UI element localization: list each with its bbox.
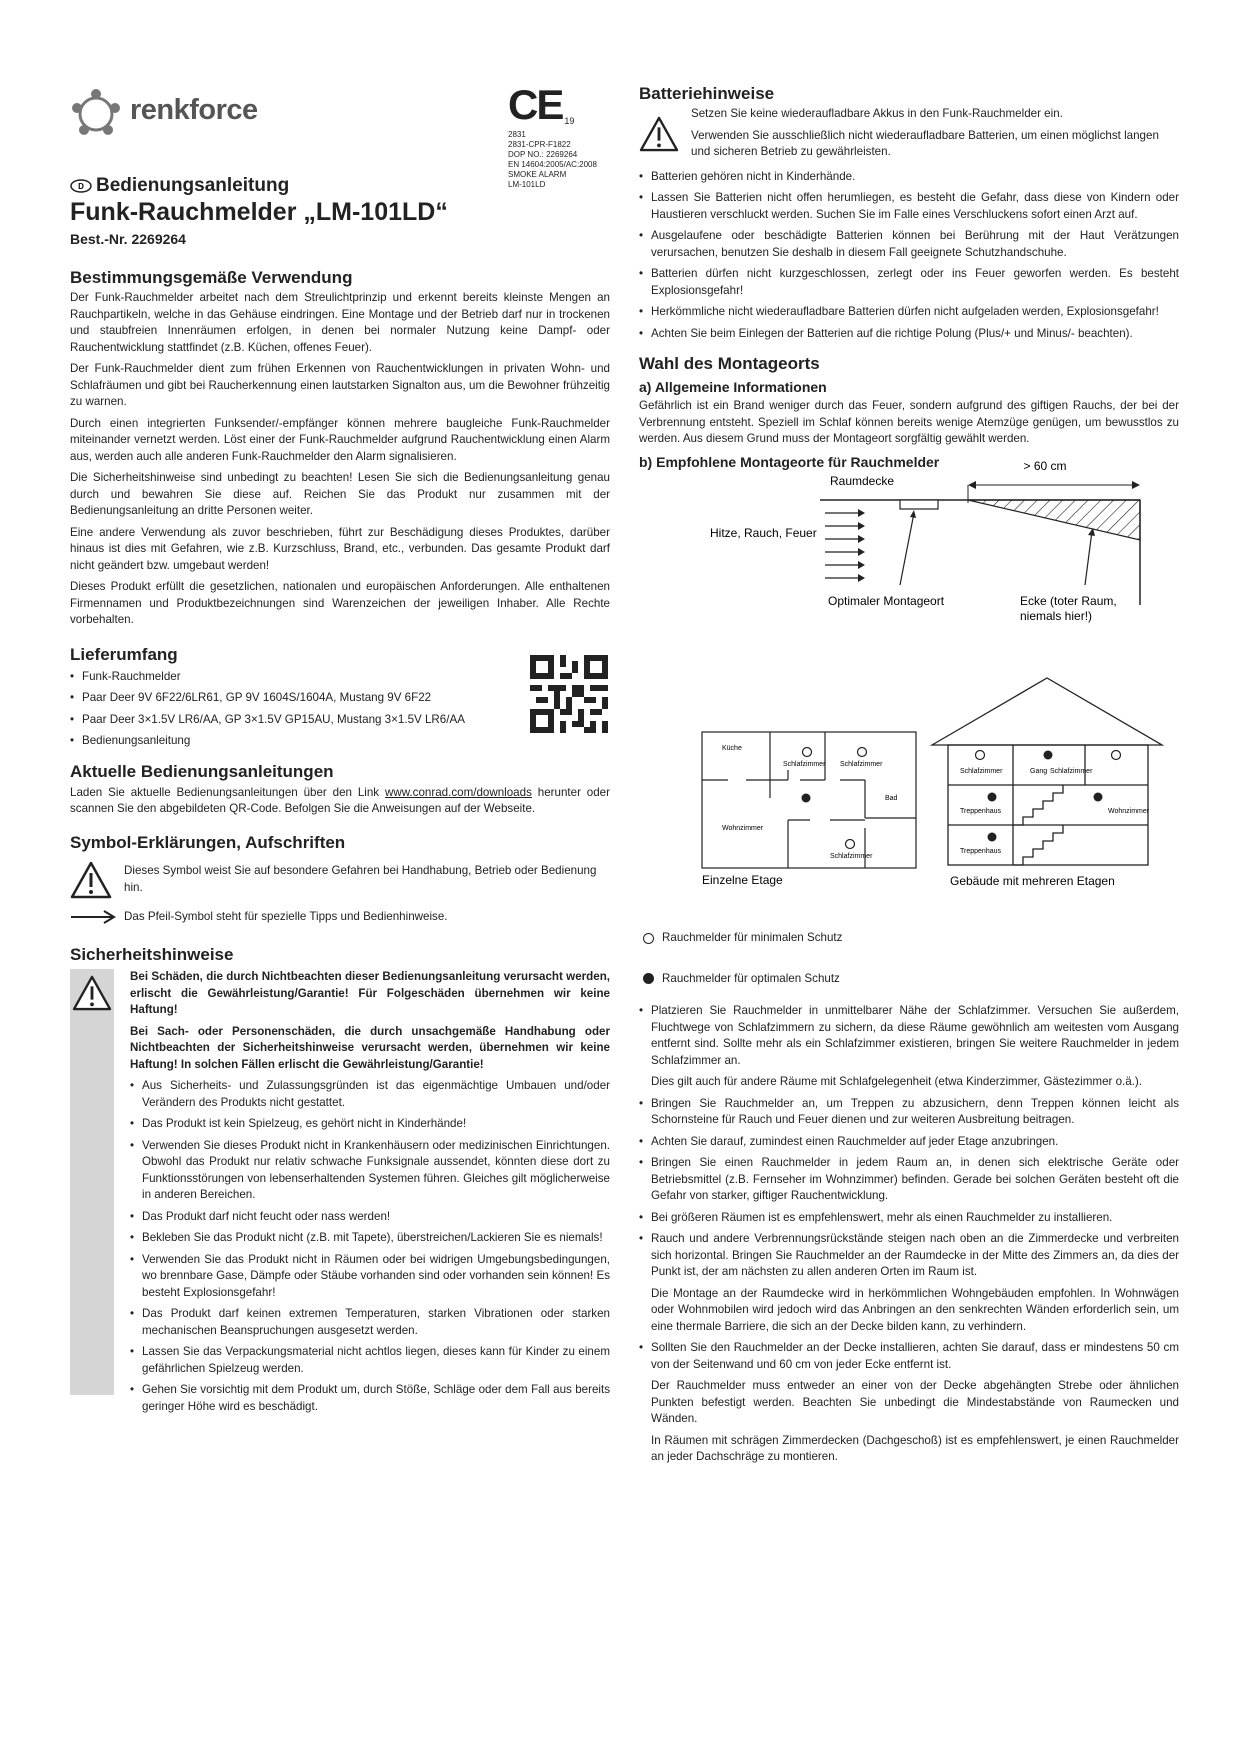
warning-triangle-icon <box>72 975 112 1011</box>
list-item-text: Bei größeren Räumen ist es empfehlenswert, mehr als einen Rauchmelder zu installieren. <box>651 1210 1113 1224</box>
arrow-right-icon <box>70 910 116 924</box>
section-heading-battery: Batteriehinweise <box>639 84 775 103</box>
manuals-link[interactable]: www.conrad.com/downloads <box>384 785 532 799</box>
paragraph: Durch einen integrierten Funksender/-empfänger können mehrere baugleiche Funk-Rauchmelder miteinander vernetzt werden. Löst einer der Funk-Rauchmelder aufgrund Rauchentwicklung einen Alarm aus, werden auch alle anderen Funk-Rauchmelder den Alarm signalisieren. <box>70 416 610 463</box>
diagram-label: Hitze, Rauch, Feuer <box>710 526 817 540</box>
room-label: Schlafzimmer <box>783 761 826 768</box>
renkforce-logo-icon <box>68 86 124 138</box>
paragraph: Dieses Produkt erfüllt die gesetzlichen, nationalen und europäischen Anforderungen. Alle enthaltenen Firmennamen und Produktbezeichnungen sind Warenzeichen der jeweiligen Inhaber. Alle Rechte vorbehalten. <box>70 580 610 626</box>
filled-circle-icon <box>643 973 654 984</box>
diagram-caption: Einzelne Etage <box>702 873 783 887</box>
ce-line: 2831 <box>508 130 526 139</box>
list-item <box>639 1231 1179 1335</box>
list-item: • Herkömmliche nicht wiederaufladbare Batterien dürfen nicht aufgeladen werden, Explosionsgefahr! <box>639 304 1179 321</box>
list-item: • Bedienungsanleitung <box>70 733 510 750</box>
brand-name: renkforce <box>130 94 258 126</box>
list-item-text: Platzieren Sie Rauchmelder in unmittelbarer Nähe der Schlafzimmer. Versuchen Sie außerdem, Fluchtwege von Schlafzimmern zu sichern, da diese Räume gewöhnlich am weitesten vom Ausgang entfernt sind. Sollte mehr als ein Schlafzimmer existieren, bringen Sie weitere Rauchmelder in jedem Schlafzimmer an. <box>651 1004 1179 1067</box>
section-heading-manuals: Aktuelle Bedienungsanleitungen <box>70 761 334 781</box>
ce-line: LM-101LD <box>508 180 546 189</box>
ce-line: 2831-CPR-F1822 <box>508 140 571 149</box>
list-item: • Verwenden Sie das Produkt nicht in Räumen oder bei widrigen Umgebungsbedingungen, wo brennbare Gase, Dämpfe oder Stäube vorhanden sind oder vorhanden sein können! Es besteht Explosionsgefahr! <box>130 1252 610 1302</box>
ce-line: EN 14604:2005/AC:2008 <box>508 160 597 169</box>
list-item: • Paar Deer 9V 6F22/6LR61, GP 9V 1604S/1604A, Mustang 9V 6F22 <box>70 690 510 707</box>
ce-line: SMOKE ALARM <box>508 170 567 179</box>
warning-triangle-icon <box>70 861 112 899</box>
warning-symbol-text: Dieses Symbol weist Sie auf besondere Gefahren bei Handhabung, Betrieb oder Bedienung hin. <box>124 864 597 894</box>
ce-line: DOP NO.: 2269264 <box>508 150 578 159</box>
safety-sidebar-bar <box>70 969 114 1395</box>
battery-warning-line: Setzen Sie keine wiederaufladbare Akkus in den Funk-Rauchmelder ein. <box>691 107 1063 120</box>
section-heading-scope: Lieferumfang <box>70 644 178 664</box>
section-heading-safety: Sicherheitshinweise <box>70 945 234 964</box>
diagram-label: Optimaler Montageort <box>828 594 945 608</box>
diagram-label: Ecke (toter Raum, <box>1020 594 1117 608</box>
floor-plan-diagram <box>700 730 920 895</box>
section-heading-location: Wahl des Montageorts <box>639 354 820 373</box>
list-item: • Lassen Sie Batterien nicht offen herumliegen, es besteht die Gefahr, dass diese von Kindern oder Haustieren verschluckt werden. Suchen Sie im Falle eines Verschluckens sofort einen Arzt auf. <box>639 190 1179 223</box>
room-label: Schlafzimmer <box>840 761 883 768</box>
safety-bold-text: Bei Schäden, die durch Nichtbeachten dieser Bedienungsanleitung verursacht werden, erlischt die Gewährleistung/Garantie! Für Folgeschäden übernehmen wir keine Haftung! <box>130 970 610 1016</box>
list-item: • Das Produkt darf nicht feucht oder nass werden! <box>130 1209 610 1226</box>
svg-text:D: D <box>78 182 84 192</box>
house-diagram <box>930 675 1165 895</box>
subheading-general: a) Allgemeine Informationen <box>639 379 827 395</box>
list-item-text: Bringen Sie einen Rauchmelder in jedem Raum an, in denen sich elektrische Geräte oder Betriebsmittel (z.B. Fernseher im Wohnzimmer) befinden. Gerade bei solchen Geräten besteht oft die Gefahr von starker, giftiger Rauchentwicklung. <box>651 1156 1179 1202</box>
list-item: • Das Produkt darf keinen extremen Temperaturen, starken Vibrationen oder starken mechanischen Beanspruchungen ausgesetzt werden. <box>130 1306 610 1339</box>
room-label: Treppenhaus <box>960 848 1001 855</box>
paragraph: Eine andere Verwendung als zuvor beschrieben, führt zur Beschädigung dieses Produktes, darüber hinaus ist dies mit Gefahren, wie z.B. Kurzschluss, Brand, etc., verbunden. Das gesamte Produkt darf nicht geändert bzw. umgebaut werden! <box>70 525 610 572</box>
list-item <box>639 1003 1179 1091</box>
list-item-paragraph: Dies gilt auch für andere Räume mit Schlafgelegenheit (etwa Kinderzimmer, Gästezimmer o.ä.). <box>651 1075 1143 1088</box>
ceiling-mount-diagram <box>700 455 1160 630</box>
paragraph: Der Funk-Rauchmelder dient zum frühen Erkennen von Rauchentwicklungen in privaten Wohn- und Schlafräumen und gibt bei Raucherkennung einen lautstarken Signalton aus, um die Bewohner frühzeitig zu warnen. <box>70 362 610 408</box>
safety-bold-text: Bei Sach- oder Personenschäden, die durch unsachgemäße Handhabung oder Nichtbeachten der Sicherheitshinweise verursacht werden, übernehmen wir keine Haftung! In solchen Fällen erlischt die Gewährleistung/Garantie! <box>130 1024 610 1071</box>
paragraph: Der Funk-Rauchmelder arbeitet nach dem Streulichtprinzip und erkennt bereits kleinste Mengen an Rauchpartikeln, welche in das Gehäuse eindringen. Eine Montage und der Betrieb darf nur in trockenen und staubfreien Innenräumen erfolgen, in denen bei normaler Nutzung keine Dampf- oder Rauchentwicklung stattfindet (z.B. Küchen, offenes Feuer). <box>70 291 610 354</box>
list-item: • Batterien gehören nicht in Kinderhände. <box>639 169 1179 186</box>
list-item: • Verwenden Sie dieses Produkt nicht in Krankenhäusern oder medizinischen Einrichtungen. Obwohl das Produkt nur relativ schwache Funksignale aussendet, könnten diese dort zu Funktionsstörungen von lebenserhaltenden Systemen führen. Gleiches gilt möglicherweise in anderen Bereichen. <box>130 1138 610 1204</box>
list-item: • Bekleben Sie das Produkt nicht (z.B. mit Tapete), überstreichen/Lackieren Sie es niemals! <box>130 1230 610 1247</box>
list-item-paragraph: Der Rauchmelder muss entweder an einer von der Decke abgehängten Strebe oder ähnlichen Punkten befestigt werden. Beachten Sie unbedingt die Mindestabstände von Raumecken und Wänden. <box>651 1379 1179 1425</box>
diagram-label: niemals hier!) <box>1020 609 1093 623</box>
order-number: Best.-Nr. 2269264 <box>70 230 186 247</box>
list-item <box>639 1155 1179 1205</box>
room-label: Wohnzimmer <box>1108 808 1150 815</box>
manuals-text: Laden Sie aktuelle Bedienungsanleitungen über den Link <box>70 785 385 799</box>
ce-mark: CE <box>508 81 563 128</box>
brand-logo <box>68 86 268 138</box>
list-item-text: Bringen Sie Rauchmelder an, um Treppen zu abzusichern, denn Treppen können leicht als Schornsteine für Rauch und Feuer dienen und zur weiteren Ausbreitung beitragen. <box>651 1096 1179 1126</box>
empty-circle-icon <box>643 933 654 944</box>
room-label: Treppenhaus <box>960 808 1001 815</box>
left-column <box>70 175 610 1420</box>
language-de-icon <box>70 179 92 193</box>
list-item <box>639 1210 1179 1227</box>
diagram-caption: Gebäude mit mehreren Etagen <box>950 874 1115 888</box>
list-item: • Ausgelaufene oder beschädigte Batterien können bei Berührung mit der Haut Verätzungen verursachen, benutzen Sie deshalb in diesem Fall geeignete Schutzhandschuhe. <box>639 228 1179 261</box>
qr-code-icon[interactable] <box>530 655 608 733</box>
battery-warning-line: Verwenden Sie ausschließlich nicht wiederaufladbare Batterien, um einen möglichst langen und sicheren Betrieb zu gewährleisten. <box>691 128 1159 158</box>
room-label: Schlafzimmer <box>830 853 873 860</box>
room-label: Schlafzimmer <box>960 768 1003 775</box>
section-heading-intended-use: Bestimmungsgemäße Verwendung <box>70 268 353 287</box>
paragraph: Gefährlich ist ein Brand weniger durch das Feuer, sondern aufgrund des giftigen Rauchs, der bei der Verbrennung entsteht. Speziell im Schlaf können bereits wenige Atemzüge genügen, um bewusstlos zu werden. Aus diesem Grund muss der Montageort sorgfältig gewählt werden. <box>639 399 1179 445</box>
list-item-paragraph: In Räumen mit schrägen Zimmerdecken (Dachgeschoß) ist es empfehlenswert, je einen Rauchmelder an jeder Dachschräge zu montieren. <box>651 1433 1179 1463</box>
warning-triangle-icon <box>639 116 679 152</box>
list-item: • Gehen Sie vorsichtig mit dem Produkt um, durch Stöße, Schläge oder dem Fall aus bereits geringer Höhe wird es beschädigt. <box>130 1382 610 1415</box>
ce-block <box>508 81 618 190</box>
list-item: • Achten Sie beim Einlegen der Batterien auf die richtige Polung (Plus/+ und Minus/- beachten). <box>639 326 1179 343</box>
diagram-label: > 60 cm <box>1023 459 1067 473</box>
room-label: Küche <box>722 745 742 752</box>
list-item: • Funk-Rauchmelder <box>70 669 510 686</box>
arrow-symbol-text: Das Pfeil-Symbol steht für spezielle Tipps und Bedienhinweise. <box>124 909 448 923</box>
room-label: Bad <box>885 795 898 802</box>
list-item: • Batterien dürfen nicht kurzgeschlossen, zerlegt oder ins Feuer geworfen werden. Es besteht Explosionsgefahr! <box>639 266 1179 299</box>
list-item-text: Rauch und andere Verbrennungsrückstände steigen nach oben an die Zimmerdecke und verbreiten sich horizontal. Bringen Sie Rauchmelder an der Raumdecke in der Mitte des Zimmers an, da dies der Punkt ist, der am nächsten zu allen anderen Orten im Raum ist. <box>651 1232 1179 1278</box>
list-item <box>639 1096 1179 1129</box>
page-title: Funk-Rauchmelder „LM-101LD“ <box>70 197 448 226</box>
list-item-text: Achten Sie darauf, zumindest einen Rauchmelder auf jeder Etage anzubringen. <box>651 1134 1059 1148</box>
list-item: • Lassen Sie das Verpackungsmaterial nicht achtlos liegen, dieses kann für Kinder zu einem gefährlichen Spielzeug werden. <box>130 1344 610 1377</box>
list-item <box>639 1134 1179 1151</box>
room-label: Gang <box>1030 768 1048 775</box>
manuals-text: herunter oder scannen Sie den abgebildeten QR-Code. Befolgen Sie die Anweisungen auf der Webseite. <box>70 785 610 815</box>
legend-min: Rauchmelder für minimalen Schutz <box>662 931 843 944</box>
doc-type: Bedienungsanleitung <box>96 175 290 196</box>
room-label: Wohnzimmer <box>722 825 764 832</box>
list-item-text: Sollten Sie den Rauchmelder an der Decke installieren, achten Sie darauf, dass er mindestens 50 cm von der Seitenwand und 60 cm von jeder Ecke entfernt ist. <box>651 1341 1179 1371</box>
list-item: • Paar Deer 3×1.5V LR6/AA, GP 3×1.5V GP15AU, Mustang 3×1.5V LR6/AA <box>70 712 510 729</box>
paragraph: Die Sicherheitshinweise sind unbedingt zu beachten! Lesen Sie sich die Bedienungsanleitung genau durch und bewahren Sie diese auf. Reichen Sie das Produkt nur zusammen mit der Bedienungsanleitung an dritte Personen weiter. <box>70 471 610 517</box>
placement-section <box>639 930 1179 1471</box>
list-item-paragraph: Die Montage an der Raumdecke wird in herkömmlichen Wohngebäuden empfohlen. In Wohnwägen oder Wohnmobilen wird jedoch wird das Anbringen an den senkrechten Wänden erforderlich sein, um eine thermale Barriere, die sich an der Decke bilden kann, zu verhindern. <box>651 1286 1179 1333</box>
subheading-recommended: b) Empfohlene Montageorte für Rauchmelder <box>639 453 940 470</box>
room-label: Schlafzimmer <box>1050 768 1093 775</box>
right-column <box>639 84 1179 471</box>
ce-year: 19 <box>564 116 575 126</box>
section-heading-symbols: Symbol-Erklärungen, Aufschriften <box>70 832 346 852</box>
placement-list <box>639 1003 1179 1466</box>
diagram-label: Raumdecke <box>830 474 895 488</box>
legend-opt: Rauchmelder für optimalen Schutz <box>662 971 840 985</box>
list-item: • Aus Sicherheits- und Zulassungsgründen ist das eigenmächtige Umbauen und/oder Verändern des Produkts nicht gestattet. <box>130 1078 610 1111</box>
list-item <box>639 1340 1179 1466</box>
list-item: • Das Produkt ist kein Spielzeug, es gehört nicht in Kinderhände! <box>130 1116 610 1133</box>
